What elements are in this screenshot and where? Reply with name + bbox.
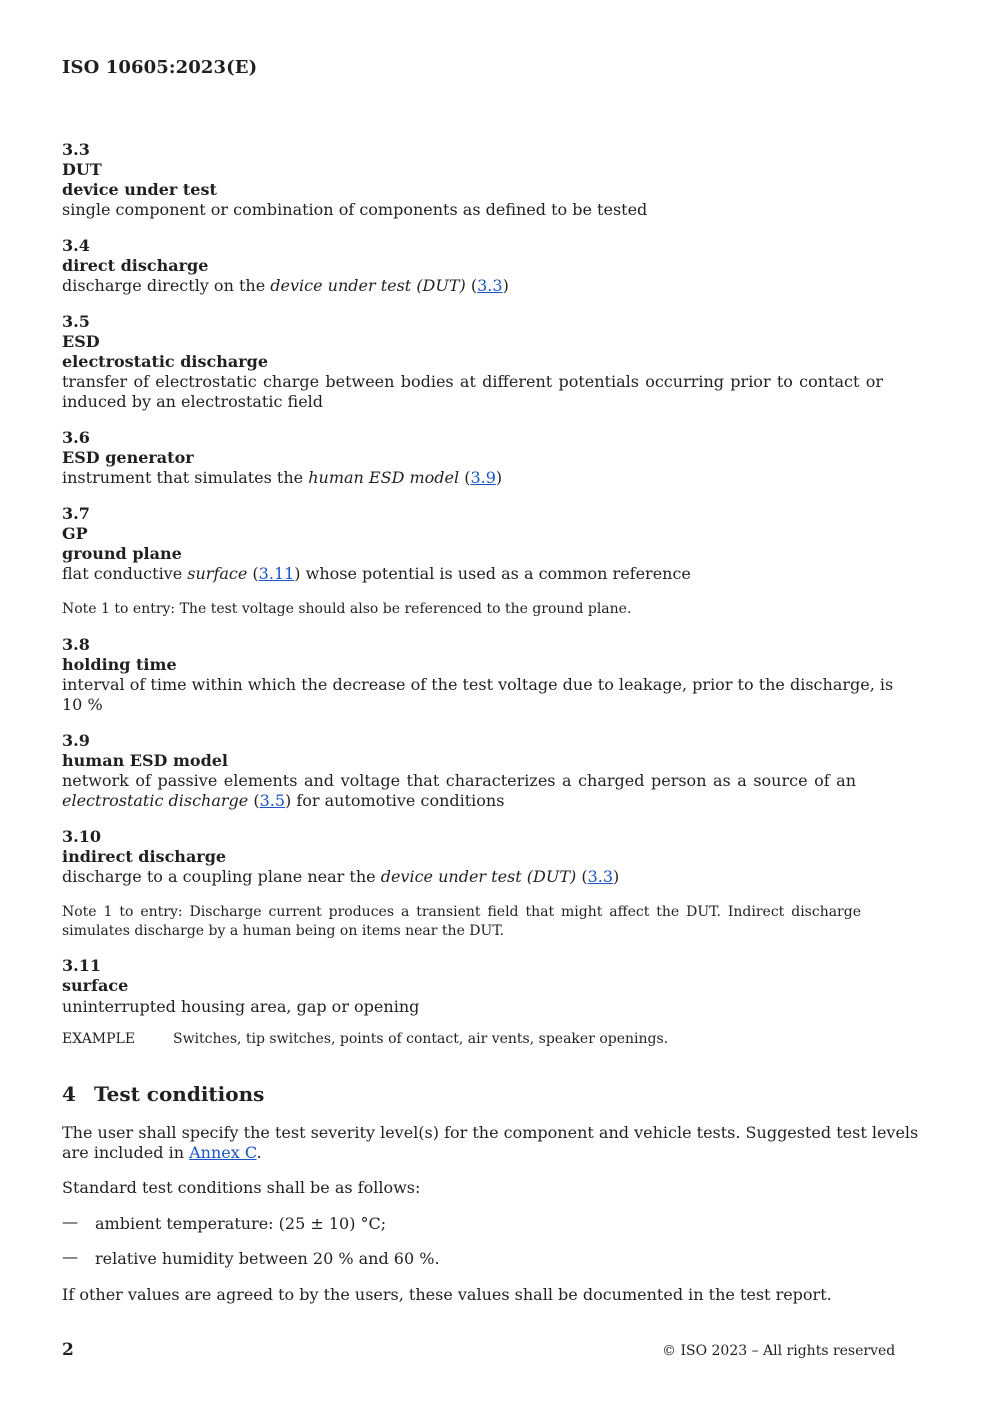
term-title: ESD generator (62, 448, 194, 467)
term-number: 3.8 (62, 635, 90, 654)
term-title: human ESD model (62, 751, 229, 770)
list-item: ambient temperature: (25 ± 10) °C; (95, 1214, 387, 1233)
term-number: 3.5 (62, 312, 90, 331)
definition-italic-term: device under test (DUT) (380, 867, 577, 886)
term-title: device under test (62, 180, 217, 199)
term-definition (62, 867, 619, 886)
term-abbreviation: GP (62, 524, 88, 543)
term-definition (62, 791, 504, 810)
definition-italic-term: device under test (DUT) (270, 276, 466, 295)
term-number: 3.3 (62, 140, 90, 159)
term-title: ground plane (62, 544, 182, 563)
term-title: holding time (62, 655, 177, 674)
paragraph-line (62, 1143, 262, 1162)
cross-reference-link[interactable]: 3.3 (477, 276, 503, 295)
definition-italic-term: electrostatic discharge (62, 791, 249, 810)
definition-italic-term: human ESD model (308, 468, 460, 487)
note-to-entry-line: Note 1 to entry: Discharge current produces a transient field that might affect the DUT. Indirect discharge (62, 904, 861, 920)
definition-text: ) (495, 468, 503, 487)
note-to-entry-line: simulates discharge by a human being on items near the DUT. (62, 923, 505, 939)
definition-text: ) for automotive conditions (285, 791, 505, 810)
definition-text: ( (459, 468, 471, 487)
note-to-entry: Note 1 to entry: The test voltage should also be referenced to the ground plane. (62, 601, 632, 617)
definition-text: ( (465, 276, 478, 295)
term-definition (62, 468, 502, 487)
term-title: indirect discharge (62, 847, 227, 866)
page-number: 2 (62, 1340, 74, 1360)
list-item: relative humidity between 20 % and 60 %. (95, 1249, 440, 1268)
term-definition-line: transfer of electrostatic charge between bodies at different potentials occurring prior to contact or (62, 372, 883, 391)
cross-reference-link[interactable]: 3.5 (259, 791, 286, 810)
paragraph-text: . (256, 1143, 262, 1162)
term-number: 3.11 (62, 956, 101, 975)
cross-reference-link[interactable]: 3.3 (587, 867, 614, 886)
definition-text: ( (576, 867, 588, 886)
annex-link[interactable]: Annex C (189, 1143, 257, 1162)
copyright-notice: © ISO 2023 – All rights reserved (662, 1343, 896, 1359)
clause-heading (62, 1082, 264, 1106)
term-title: direct discharge (62, 256, 209, 275)
term-number: 3.10 (62, 827, 101, 846)
paragraph: If other values are agreed to by the users, these values shall be documented in the test report. (62, 1285, 832, 1304)
term-number: 3.9 (62, 731, 90, 750)
paragraph-text: are included in (62, 1143, 190, 1162)
term-title: surface (62, 976, 129, 995)
cross-reference-link[interactable]: 3.11 (258, 564, 295, 583)
term-definition-line: network of passive elements and voltage that characterizes a charged person as a source of an (62, 771, 856, 790)
definition-text: discharge directly on the (62, 276, 271, 295)
cross-reference-link[interactable]: 3.9 (470, 468, 496, 487)
term-number: 3.4 (62, 236, 90, 255)
term-number: 3.6 (62, 428, 90, 447)
definition-text: ) whose potential is used as a common reference (294, 564, 691, 583)
term-abbreviation: DUT (62, 160, 102, 179)
paragraph-line: The user shall specify the test severity level(s) for the component and vehicle tests. Suggested test levels (62, 1123, 919, 1142)
definition-text: ( (248, 791, 260, 810)
term-number: 3.7 (62, 504, 90, 523)
term-definition (62, 276, 509, 295)
definition-text: discharge to a coupling plane near the (62, 867, 381, 886)
clause-title: Test conditions (94, 1082, 265, 1106)
definition-text: flat conductive (62, 564, 188, 583)
paragraph: Standard test conditions shall be as follows: (62, 1178, 421, 1197)
document-header: ISO 10605:2023(E) (62, 57, 258, 78)
definition-text: ) (502, 276, 509, 295)
term-definition-line: induced by an electrostatic field (62, 392, 324, 411)
term-definition: single component or combination of components as defined to be tested (62, 200, 648, 219)
term-abbreviation: ESD (62, 332, 100, 351)
list-dash: — (62, 1212, 78, 1231)
definition-text: ) (613, 867, 620, 886)
term-definition (62, 564, 691, 583)
example-text: Switches, tip switches, points of contact, air vents, speaker openings. (173, 1031, 669, 1047)
term-definition: uninterrupted housing area, gap or opening (62, 997, 420, 1016)
term-title: electrostatic discharge (62, 352, 269, 371)
clause-number: 4 (62, 1082, 76, 1106)
definition-italic-term: surface (187, 564, 248, 583)
term-definition-line: 10 % (62, 695, 103, 714)
term-definition-line: interval of time within which the decrease of the test voltage due to leakage, prior to the discharge, is (62, 675, 894, 694)
definition-text: ( (247, 564, 259, 583)
definition-text: instrument that simulates the (62, 468, 309, 487)
example-label: EXAMPLE (62, 1031, 136, 1047)
list-dash: — (62, 1247, 78, 1266)
